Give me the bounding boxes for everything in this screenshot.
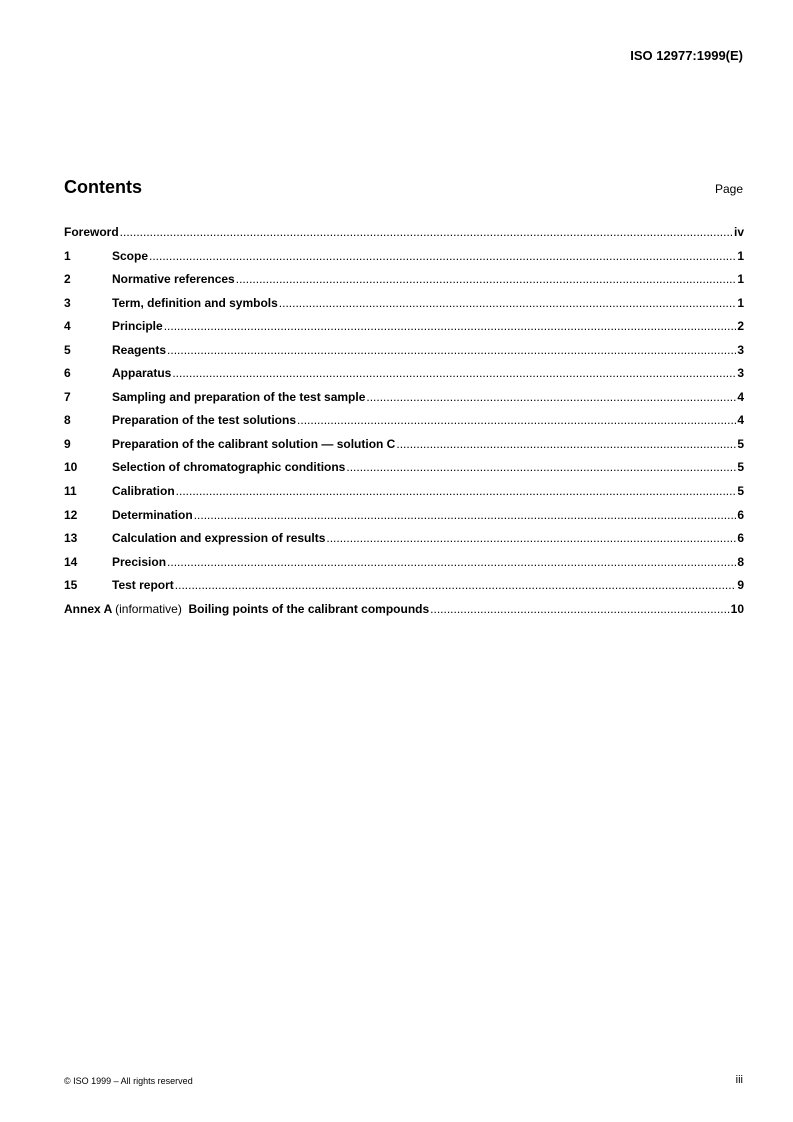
toc-leader-dots bbox=[366, 390, 736, 404]
toc-leader-dots bbox=[236, 272, 737, 286]
annex-title: Boiling points of the calibrant compounds bbox=[188, 601, 430, 616]
toc-entry-number: 14 bbox=[64, 554, 78, 569]
toc-entry-number: 6 bbox=[64, 366, 71, 381]
toc-entry-page: 4 bbox=[737, 389, 744, 404]
toc-entry-title: Foreword bbox=[64, 225, 119, 239]
toc-entry-page: 4 bbox=[737, 413, 744, 428]
toc-entry-page: 9 bbox=[737, 578, 744, 593]
toc-entry-title: Normative references bbox=[112, 272, 235, 287]
toc-leader-dots bbox=[279, 296, 737, 310]
toc-leader-dots bbox=[167, 555, 736, 569]
toc-entry-number: 10 bbox=[64, 460, 78, 475]
toc-entry-number: 11 bbox=[64, 484, 77, 499]
toc-entry-page: 3 bbox=[737, 366, 744, 381]
page-column-label: Page bbox=[714, 182, 743, 196]
toc-leader-dots bbox=[149, 249, 736, 263]
toc-annex-title bbox=[64, 602, 429, 616]
toc-entry-page: iv bbox=[733, 225, 744, 239]
toc-entry-number: 9 bbox=[64, 436, 71, 451]
toc-entry-foreword[interactable] bbox=[64, 225, 744, 249]
toc-entry-calibration[interactable] bbox=[64, 484, 744, 508]
toc-entry-title: Principle bbox=[112, 319, 163, 334]
toc-entry-chromatographic-conditions[interactable] bbox=[64, 460, 744, 484]
toc-entry-sampling[interactable] bbox=[64, 390, 744, 414]
toc-leader-dots bbox=[176, 484, 737, 498]
contents-header bbox=[64, 176, 743, 200]
toc-entry-number: 13 bbox=[64, 531, 78, 546]
toc-entry-page: 8 bbox=[737, 554, 744, 569]
toc-entry-number: 5 bbox=[64, 342, 71, 357]
table-of-contents bbox=[64, 225, 744, 625]
copyright-notice: © ISO 1999 – All rights reserved bbox=[64, 1076, 193, 1086]
toc-entry-title: Reagents bbox=[112, 342, 167, 357]
toc-entry-page: 6 bbox=[737, 507, 744, 522]
toc-leader-dots bbox=[172, 366, 736, 380]
toc-entry-title: Test report bbox=[112, 578, 174, 593]
toc-entry-page: 10 bbox=[730, 601, 744, 616]
toc-entry-reagents[interactable] bbox=[64, 343, 744, 367]
toc-entry-title: Sampling and preparation of the test sample bbox=[112, 389, 366, 404]
toc-entry-determination[interactable] bbox=[64, 508, 744, 532]
toc-leader-dots bbox=[164, 319, 737, 333]
toc-entry-page: 1 bbox=[737, 272, 744, 287]
toc-leader-dots bbox=[120, 225, 733, 239]
toc-entry-calibrant-solution[interactable] bbox=[64, 437, 744, 461]
toc-entry-number: 15 bbox=[64, 578, 78, 593]
toc-entry-apparatus[interactable] bbox=[64, 366, 744, 390]
toc-entry-title: Scope bbox=[112, 248, 149, 263]
toc-leader-dots bbox=[194, 508, 737, 522]
toc-entry-annex-a[interactable] bbox=[64, 602, 744, 626]
toc-entry-title: Apparatus bbox=[112, 366, 172, 381]
toc-entry-page: 1 bbox=[737, 248, 744, 263]
toc-entry-title: Calculation and expression of results bbox=[112, 531, 326, 546]
page-number: iii bbox=[735, 1074, 743, 1086]
toc-entry-page: 3 bbox=[737, 342, 744, 357]
toc-entry-number: 2 bbox=[64, 272, 71, 287]
toc-entry-number: 7 bbox=[64, 389, 71, 404]
toc-entry-title: Preparation of the test solutions bbox=[112, 413, 297, 428]
toc-entry-page: 5 bbox=[737, 484, 744, 499]
toc-entry-page: 1 bbox=[737, 295, 744, 310]
toc-entry-normative-references[interactable] bbox=[64, 272, 744, 296]
toc-entry-principle[interactable] bbox=[64, 319, 744, 343]
toc-entry-page: 2 bbox=[737, 319, 744, 334]
toc-entry-title: Precision bbox=[112, 554, 167, 569]
contents-title: Contents bbox=[64, 177, 142, 197]
toc-entry-scope[interactable] bbox=[64, 249, 744, 273]
toc-entry-precision[interactable] bbox=[64, 555, 744, 579]
toc-leader-dots bbox=[297, 413, 736, 427]
toc-entry-terms[interactable] bbox=[64, 296, 744, 320]
toc-leader-dots bbox=[326, 531, 736, 545]
toc-entry-number: 3 bbox=[64, 295, 71, 310]
toc-entry-title: Determination bbox=[112, 507, 193, 522]
toc-leader-dots bbox=[396, 437, 736, 451]
toc-entry-title: Term, definition and symbols bbox=[112, 295, 278, 310]
toc-entry-number: 4 bbox=[64, 319, 71, 334]
toc-entry-page: 5 bbox=[737, 460, 744, 475]
toc-entry-number: 12 bbox=[64, 507, 78, 522]
toc-entry-number: 8 bbox=[64, 413, 71, 428]
annex-qualifier: (informative) bbox=[115, 601, 182, 616]
toc-entry-test-report[interactable] bbox=[64, 578, 744, 602]
toc-leader-dots bbox=[430, 602, 729, 616]
toc-entry-title: Selection of chromatographic conditions bbox=[112, 460, 346, 475]
toc-entry-calculation[interactable] bbox=[64, 531, 744, 555]
toc-entry-test-solutions[interactable] bbox=[64, 413, 744, 437]
toc-entry-page: 5 bbox=[737, 436, 744, 451]
document-code: ISO 12977:1999(E) bbox=[630, 48, 743, 63]
toc-leader-dots bbox=[175, 578, 737, 592]
annex-label: Annex A bbox=[64, 601, 112, 616]
toc-entry-title: Calibration bbox=[112, 484, 175, 499]
toc-entry-title: Preparation of the calibrant solution — solution C bbox=[112, 436, 396, 451]
toc-entry-number: 1 bbox=[64, 248, 71, 263]
toc-entry-page: 6 bbox=[737, 531, 744, 546]
toc-leader-dots bbox=[167, 343, 736, 357]
toc-leader-dots bbox=[346, 460, 736, 474]
